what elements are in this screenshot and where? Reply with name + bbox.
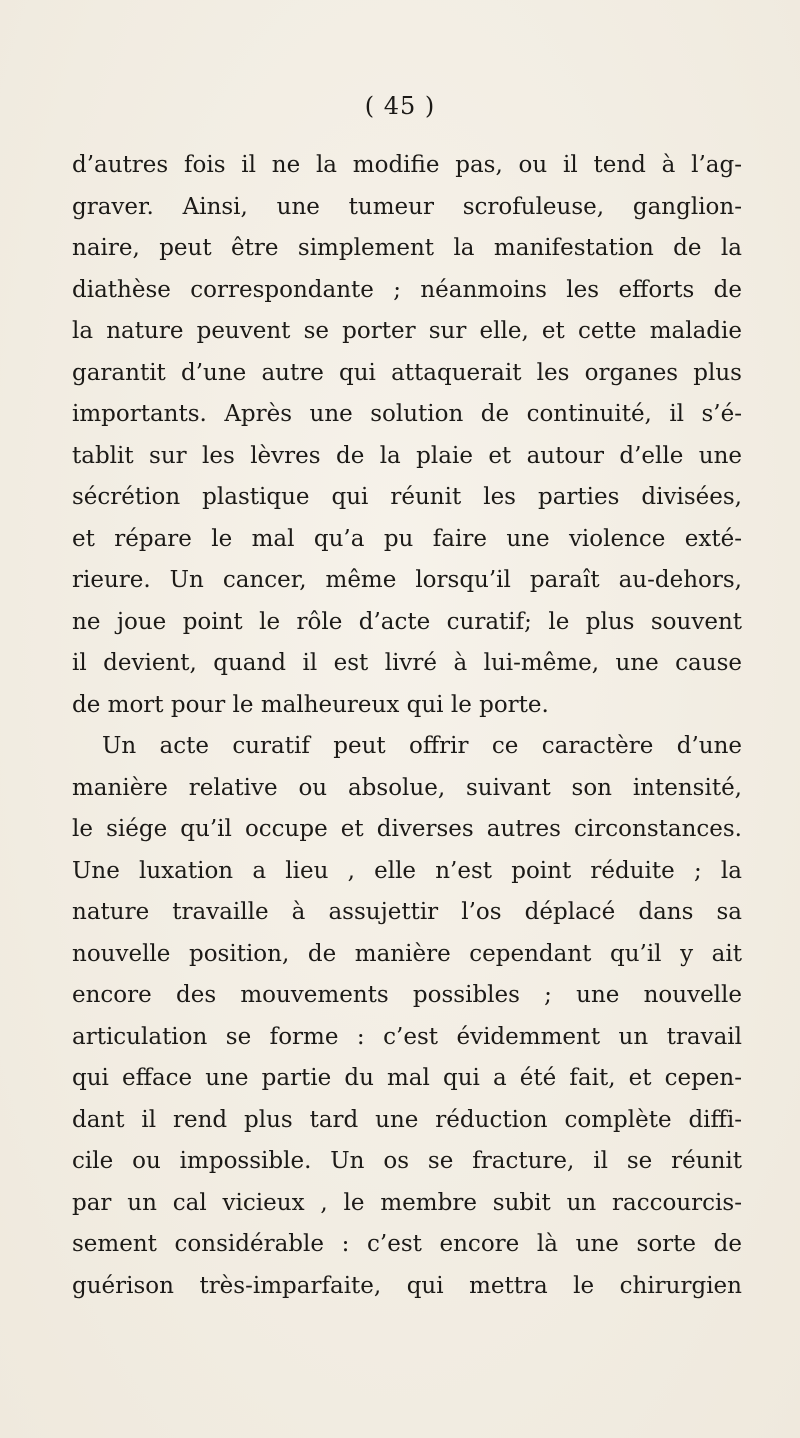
text-line: le siége qu’il occupe et diverses autres circonstances. (72, 816, 742, 842)
text-line: diathèse correspondante ; néanmoins les efforts de (72, 276, 742, 303)
text-line: garantit d’une autre qui attaquerait les organes plus (72, 359, 742, 386)
text-line: ne joue point le rôle d’acte curatif; le plus souvent (72, 608, 742, 635)
text-line: cile ou impossible. Un os se fracture, il se réunit (72, 1148, 742, 1174)
text-line: articulation se forme : c’est évidemment un travail (72, 1023, 742, 1050)
text-line: rieure. Un cancer, même lorsqu’il paraît au-dehors, (72, 567, 742, 593)
body-text (72, 145, 742, 1307)
text-line: par un cal vicieux , le membre subit un raccourcis- (72, 1189, 742, 1216)
text-line: nature travaille à assujettir l’os déplacé dans sa (72, 899, 742, 925)
text-line: Une luxation a lieu , elle n’est point réduite ; la (72, 857, 742, 884)
text-line: il devient, quand il est livré à lui-même, une cause (72, 650, 742, 676)
text-line: importants. Après une solution de continuité, il s’é- (72, 401, 742, 427)
text-line: graver. Ainsi, une tumeur scrofuleuse, ganglion- (72, 193, 742, 220)
page-number: ( 45 ) (364, 92, 436, 120)
text-line: tablit sur les lèvres de la plaie et autour d’elle une (72, 442, 742, 469)
text-line: manière relative ou absolue, suivant son intensité, (72, 774, 742, 801)
text-line: naire, peut être simplement la manifestation de la (72, 235, 742, 261)
text-line: de mort pour le malheureux qui le porte. (72, 691, 549, 718)
text-line: dant il rend plus tard une réduction complète diffi- (72, 1106, 742, 1133)
text-line: d’autres fois il ne la modifie pas, ou il tend à l’ag- (72, 152, 742, 178)
text-line: et répare le mal qu’a pu faire une violence exté- (72, 525, 742, 552)
text-line: sement considérable : c’est encore là une sorte de (72, 1231, 742, 1257)
text-line: nouvelle position, de manière cependant qu’il y ait (72, 940, 742, 967)
text-line: Un acte curatif peut offrir ce caractère d’une (102, 733, 742, 759)
text-line: guérison très-imparfaite, qui mettra le chirurgien (72, 1272, 742, 1299)
text-line: la nature peuvent se porter sur elle, et cette maladie (72, 318, 742, 344)
text-line: qui efface une partie du mal qui a été fait, et cepen- (72, 1065, 742, 1091)
text-line: encore des mouvements possibles ; une nouvelle (72, 982, 742, 1008)
text-line: sécrétion plastique qui réunit les parties divisées, (72, 484, 742, 510)
